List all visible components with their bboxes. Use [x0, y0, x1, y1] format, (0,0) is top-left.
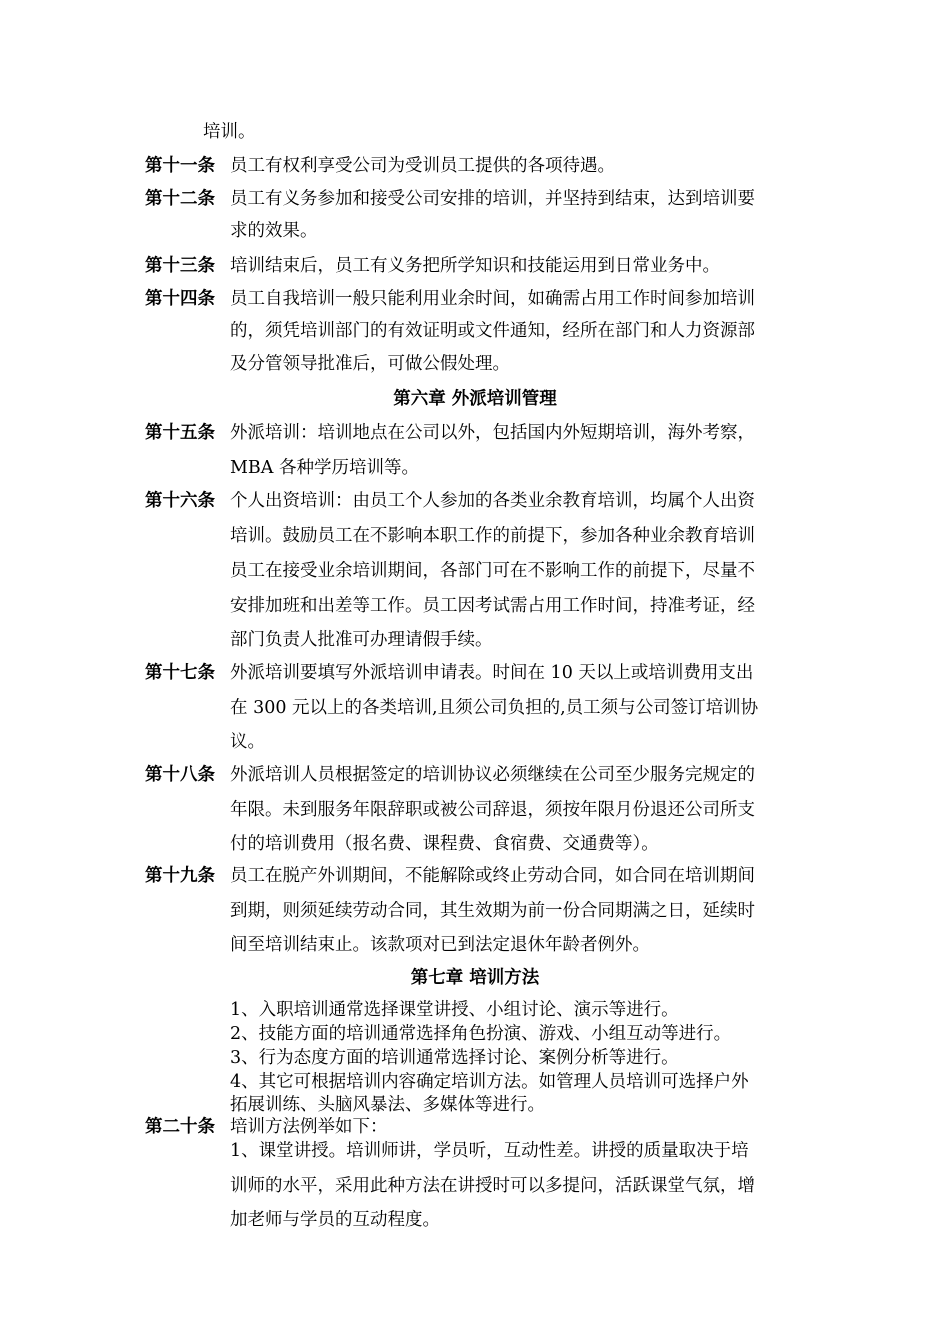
article-text: 培训。鼓励员工在不影响本职工作的前提下，参加各种业余教育培训	[230, 526, 755, 546]
method-item: 4、其它可根据培训内容确定培训方法。如管理人员培训可选择户外	[230, 1072, 749, 1092]
article-text: 在 300 元以上的各类培训,且须公司负担的,员工须与公司签订培训协	[230, 698, 759, 718]
article-label: 第十九条	[145, 866, 215, 886]
article-text: 员工自我培训一般只能利用业余时间，如确需占用工作时间参加培训	[230, 289, 755, 309]
article-text: 的，须凭培训部门的有效证明或文件通知，经所在部门和人力资源部	[230, 321, 755, 341]
article-text: 年限。未到服务年限辞职或被公司辞退，须按年限月份退还公司所支	[230, 800, 755, 820]
article-text: 员工在脱产外训期间，不能解除或终止劳动合同，如合同在培训期间	[230, 866, 755, 886]
article-label: 第十二条	[145, 189, 215, 209]
continuation-text: 培训。	[203, 122, 256, 142]
article-text: 安排加班和出差等工作。员工因考试需占用工作时间，持准考证，经	[230, 596, 755, 616]
article-text: MBA 各种学历培训等。	[230, 458, 419, 478]
article-text: 及分管领导批准后，可做公假处理。	[230, 354, 510, 374]
article-text: 训师的水平，采用此种方法在讲授时可以多提问，活跃课堂气氛，增	[230, 1176, 755, 1196]
article-text: 外派培训要填写外派培训申请表。时间在 10 天以上或培训费用支出	[230, 663, 754, 683]
article-label: 第十四条	[145, 289, 215, 309]
article-label: 第十六条	[145, 491, 215, 511]
article-label: 第十一条	[145, 156, 215, 176]
article-label: 第十七条	[145, 663, 215, 683]
method-item: 2、技能方面的培训通常选择角色扮演、游戏、小组互动等进行。	[230, 1024, 732, 1044]
article-text: 培训结束后，员工有义务把所学知识和技能运用到日常业务中。	[230, 256, 720, 276]
article-text: 外派培训：培训地点在公司以外，包括国内外短期培训，海外考察，	[230, 423, 755, 443]
chapter-6-heading: 第六章 外派培训管理	[393, 389, 557, 409]
article-text: 1、课堂讲授。培训师讲，学员听，互动性差。讲授的质量取决于培	[230, 1141, 749, 1161]
article-text: 员工在接受业余培训期间，各部门可在不影响工作的前提下，尽量不	[230, 561, 755, 581]
article-text: 付的培训费用（报名费、课程费、食宿费、交通费等）。	[230, 834, 659, 854]
article-text: 员工有义务参加和接受公司安排的培训，并坚持到结束，达到培训要	[230, 189, 755, 209]
article-text: 求的效果。	[230, 221, 318, 241]
article-text: 间至培训结束止。该款项对已到法定退休年龄者例外。	[230, 935, 650, 955]
article-text: 议。	[230, 732, 265, 752]
method-item: 拓展训练、头脑风暴法、多媒体等进行。	[230, 1095, 545, 1115]
article-text: 培训方法例举如下：	[230, 1117, 388, 1137]
article-text: 加老师与学员的互动程度。	[230, 1210, 440, 1230]
article-text: 外派培训人员根据签定的培训协议必须继续在公司至少服务完规定的	[230, 765, 755, 785]
method-item: 3、行为态度方面的培训通常选择讨论、案例分析等进行。	[230, 1048, 679, 1068]
article-label: 第十八条	[145, 765, 215, 785]
article-label: 第十三条	[145, 256, 215, 276]
article-label: 第十五条	[145, 423, 215, 443]
article-text: 部门负责人批准可办理请假手续。	[230, 630, 493, 650]
article-text: 个人出资培训：由员工个人参加的各类业余教育培训，均属个人出资	[230, 491, 755, 511]
method-item: 1、入职培训通常选择课堂讲授、小组讨论、演示等进行。	[230, 1000, 679, 1020]
article-text: 员工有权利享受公司为受训员工提供的各项待遇。	[230, 156, 615, 176]
chapter-7-heading: 第七章 培训方法	[410, 968, 540, 988]
article-label: 第二十条	[145, 1117, 215, 1137]
article-text: 到期，则须延续劳动合同，其生效期为前一份合同期满之日，延续时	[230, 901, 755, 921]
